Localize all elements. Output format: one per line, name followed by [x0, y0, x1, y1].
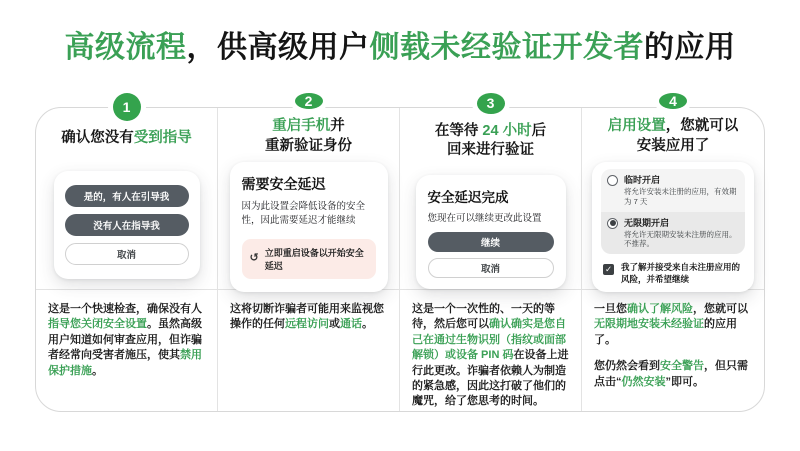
page-title: 高级流程，供高级用户侧载未经验证开发者的应用: [64, 31, 736, 64]
restart-icon: ↺: [249, 252, 259, 265]
continue-button[interactable]: 继续: [428, 232, 554, 252]
restart-now-button[interactable]: [242, 239, 376, 279]
dialog-body: 因为此设置会降低设备的安全性，因此需要延迟才能继续: [241, 201, 366, 226]
step-2-explanation-cell: [218, 290, 400, 411]
option-label: 无限期开启: [624, 217, 670, 228]
step-1-heading: 确认您没有受到指导: [61, 130, 192, 146]
step-4-explanation-cell: [582, 290, 764, 411]
step-3-cell: [400, 95, 582, 290]
security-delay-required-dialog: [230, 162, 388, 292]
step-2-explanation: 这将切断诈骗者可能用来监视您操作的任何远程访问或通话。: [230, 303, 384, 331]
option-description: 将允许无限期安装未注册的应用。不推荐。: [624, 229, 737, 249]
step-1-number-badge: 1: [113, 93, 141, 121]
dialog-body: 您现在可以继续更改此设置: [427, 213, 542, 224]
step-1-cell: [36, 99, 218, 290]
step-3-number-badge: 3: [477, 93, 505, 114]
risk-acknowledge-row[interactable]: [601, 262, 745, 285]
delay-complete-dialog: [416, 175, 566, 289]
dialog-title: 需要安全延迟: [241, 176, 326, 193]
option-label: 临时开启: [624, 175, 661, 186]
step-4-cell: [582, 93, 764, 290]
enable-setting-panel: [592, 162, 754, 292]
step-3-explanation: 这是一个一次性的、一天的等待，然后您可以确认确实是您自己在通过生物识别（指纹或面部解锁）或设备 PIN 码在设备上进行此更改。诈骗者依赖人为制造的紧急感，因此这打破了他们的魔咒，给了您思考的时间。: [412, 303, 569, 408]
temporary-enable-option[interactable]: [601, 169, 745, 212]
risk-acknowledge-label: 我了解并接受来自未注册应用的风险，并希望继续: [621, 262, 741, 284]
radio-checked-icon: [607, 218, 618, 229]
restart-now-label: 立即重启设备以开始安全延迟: [264, 247, 364, 271]
step-3-heading: 在等待 24 小时后 回来进行验证: [434, 122, 547, 159]
checkbox-checked-icon: ✓: [604, 264, 613, 275]
indefinite-enable-option[interactable]: [601, 212, 745, 255]
step-1-explanation-cell: [36, 290, 218, 411]
step-2-cell: [218, 93, 400, 290]
radio-unchecked-icon: [607, 175, 618, 186]
yes-being-guided-button[interactable]: 是的，有人在引导我: [65, 185, 189, 207]
guided-check-dialog: [54, 171, 200, 279]
step-1-explanation: 这是一个快速检查，确保没有人指导您关闭安全设置。虽然高级用户知道如何审查应用，但诈骗者经常向受害者施压，使其禁用保护措施。: [48, 303, 202, 377]
step-2-number-badge: 2: [295, 93, 323, 109]
step-2-heading: 重启手机并 重新验证身份: [265, 118, 352, 154]
dialog-title: 安全延迟完成: [427, 190, 509, 205]
cancel-button[interactable]: 取消: [428, 258, 554, 278]
cancel-button[interactable]: 取消: [65, 243, 189, 265]
step-4-explanation-paragraph-1: 一旦您确认了解风险，您就可以无限期地安装未经验证的应用了。: [594, 303, 748, 346]
step-4-number-badge: 4: [659, 93, 687, 109]
step-4-explanation-paragraph-2: 您仍然会看到安全警告，但只需点击“仍然安装”即可。: [594, 360, 748, 388]
option-description: 将允许安装未注册的应用，有效期为 7 天: [624, 187, 737, 206]
step-4-heading: 启用设置，您就可以 安装应用了: [607, 118, 739, 154]
step-3-explanation-cell: [400, 290, 582, 411]
process-grid: [36, 93, 764, 411]
no-one-guiding-button[interactable]: 没有人在指导我: [65, 214, 189, 236]
process-board: [35, 93, 765, 412]
duration-radio-group: [601, 169, 745, 254]
